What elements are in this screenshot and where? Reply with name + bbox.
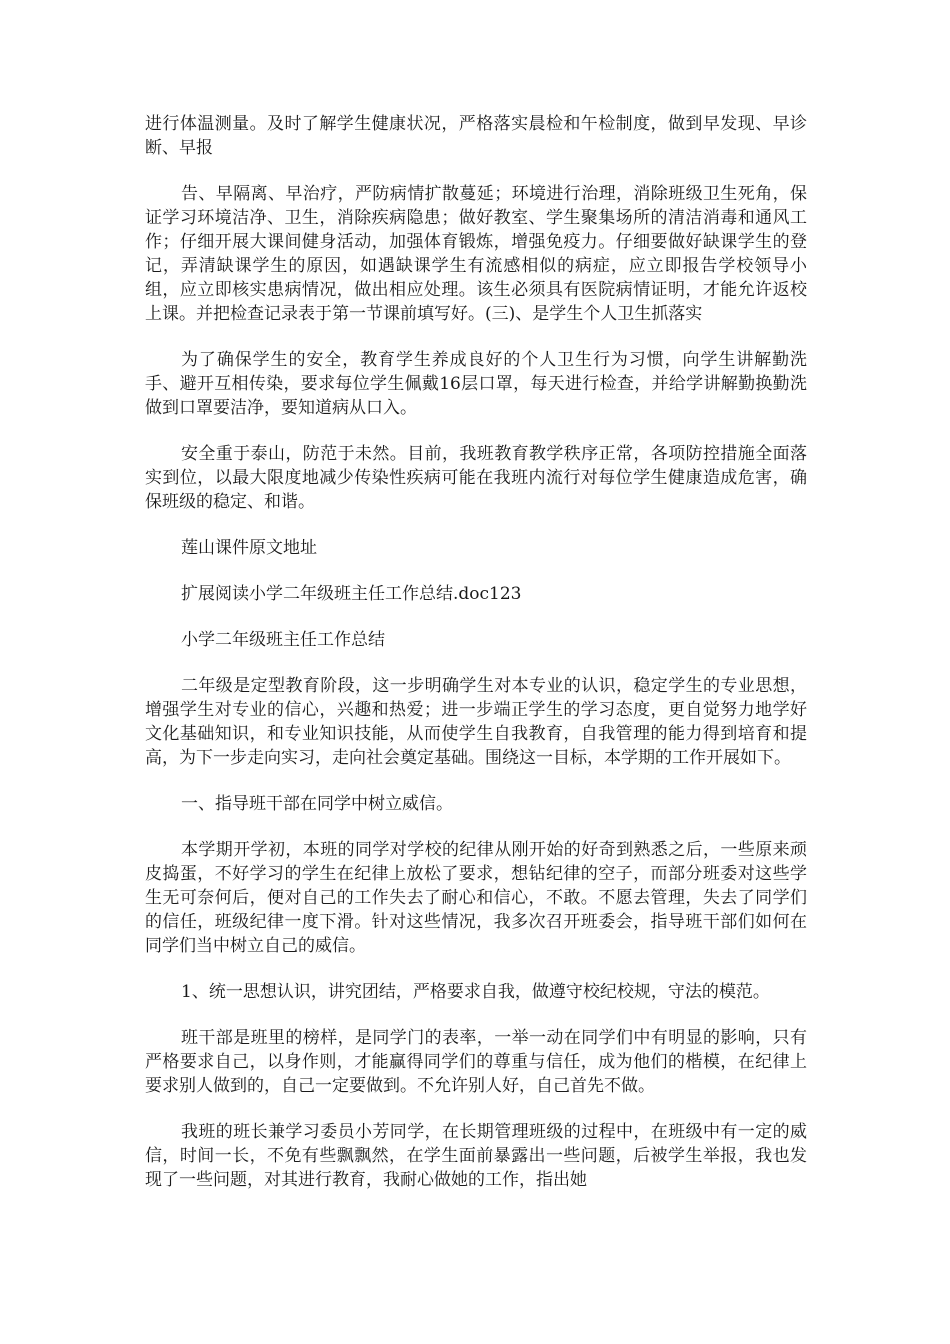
document-body [145, 112, 807, 1214]
paragraph-monitor: 我班的班长兼学习委员小芳同学，在长期管理班级的过程中，在班级中有一定的威信，时间一长，不免有些飘飘然，在学生面前暴露出一些问题，后被学生举报，我也发现了一些问题，对其进行教育，我耐心做她的工作，指出她 [145, 1122, 807, 1190]
paragraph-discipline: 本学期开学初，本班的同学对学校的纪律从刚开始的好奇到熟悉之后，一些原来顽皮捣蛋，不好学习的学生在纪律上放松了要求，想钻纪律的空子，而部分班委对这些学生无可奈何后，便对自己的工作失去了耐心和信心，不敢。不愿去管理，失去了同学们的信任，班级纪律一度下滑。针对这些情况，我多次召开班委会，指导班干部们如何在同学们当中树立自己的威信。 [145, 840, 807, 956]
heading-1: 一、指导班干部在同学中树立威信。 [181, 794, 453, 814]
extended-reading-title: 扩展阅读小学二年级班主任工作总结.doc123 [181, 584, 522, 604]
paragraph-intro: 二年级是定型教育阶段，这一步明确学生对本专业的认识，稳定学生的专业思想，增强学生对专业的信心，兴趣和热爱；进一步端正学生的学习态度，更自觉努力地学好文化基础知识，和专业知识技能，从而使学生自我教育，自我管理的能力得到培育和提高，为下一步走向实习，走向社会奠定基础。围绕这一目标，本学期的工作开展如下。 [145, 676, 807, 768]
source-note: 莲山课件原文地址 [181, 538, 317, 558]
paragraph-1: 进行体温测量。及时了解学生健康状况，严格落实晨检和午检制度，做到早发现、早诊断、早报 [145, 114, 807, 158]
paragraph-3: 为了确保学生的安全，教育学生养成良好的个人卫生行为习惯，向学生讲解勤洗手、避开互相传染，要求每位学生佩戴16层口罩，每天进行检查，并给学讲解勤换勤洗做到口罩要洁净，要知道病从口入。 [145, 350, 807, 418]
paragraph-4: 安全重于泰山，防范于未然。目前，我班教育教学秩序正常，各项防控措施全面落实到位，以最大限度地减少传染性疾病可能在我班内流行对每位学生健康造成危害，确保班级的稳定、和谐。 [145, 444, 807, 512]
paragraph-role-model: 班干部是班里的榜样，是同学门的表率，一举一动在同学们中有明显的影响，只有严格要求自己，以身作则，才能赢得同学们的尊重与信任，成为他们的楷模，在纪律上要求别人做到的，自己一定要做到。不允许别人好，自己首先不做。 [145, 1028, 807, 1096]
paragraph-2: 告、早隔离、早治疗，严防病情扩散蔓延；环境进行治理，消除班级卫生死角，保证学习环境洁净、卫生，消除疾病隐患；做好教室、学生聚集场所的清洁消毒和通风工作；仔细开展大课间健身活动，加强体育锻炼，增强免疫力。仔细要做好缺课学生的登记，弄清缺课学生的原因，如遇缺课学生有流感相似的病症，应立即报告学校领导小组，应立即核实患病情况，做出相应处理。该生必须具有医院病情证明，才能允许返校上课。并把检查记录表于第一节课前填写好。(三)、是学生个人卫生抓落实 [145, 184, 807, 324]
item-1: 1、统一思想认识，讲究团结，严格要求自我，做遵守校纪校规，守法的模范。 [181, 982, 770, 1002]
section-title: 小学二年级班主任工作总结 [181, 630, 385, 650]
